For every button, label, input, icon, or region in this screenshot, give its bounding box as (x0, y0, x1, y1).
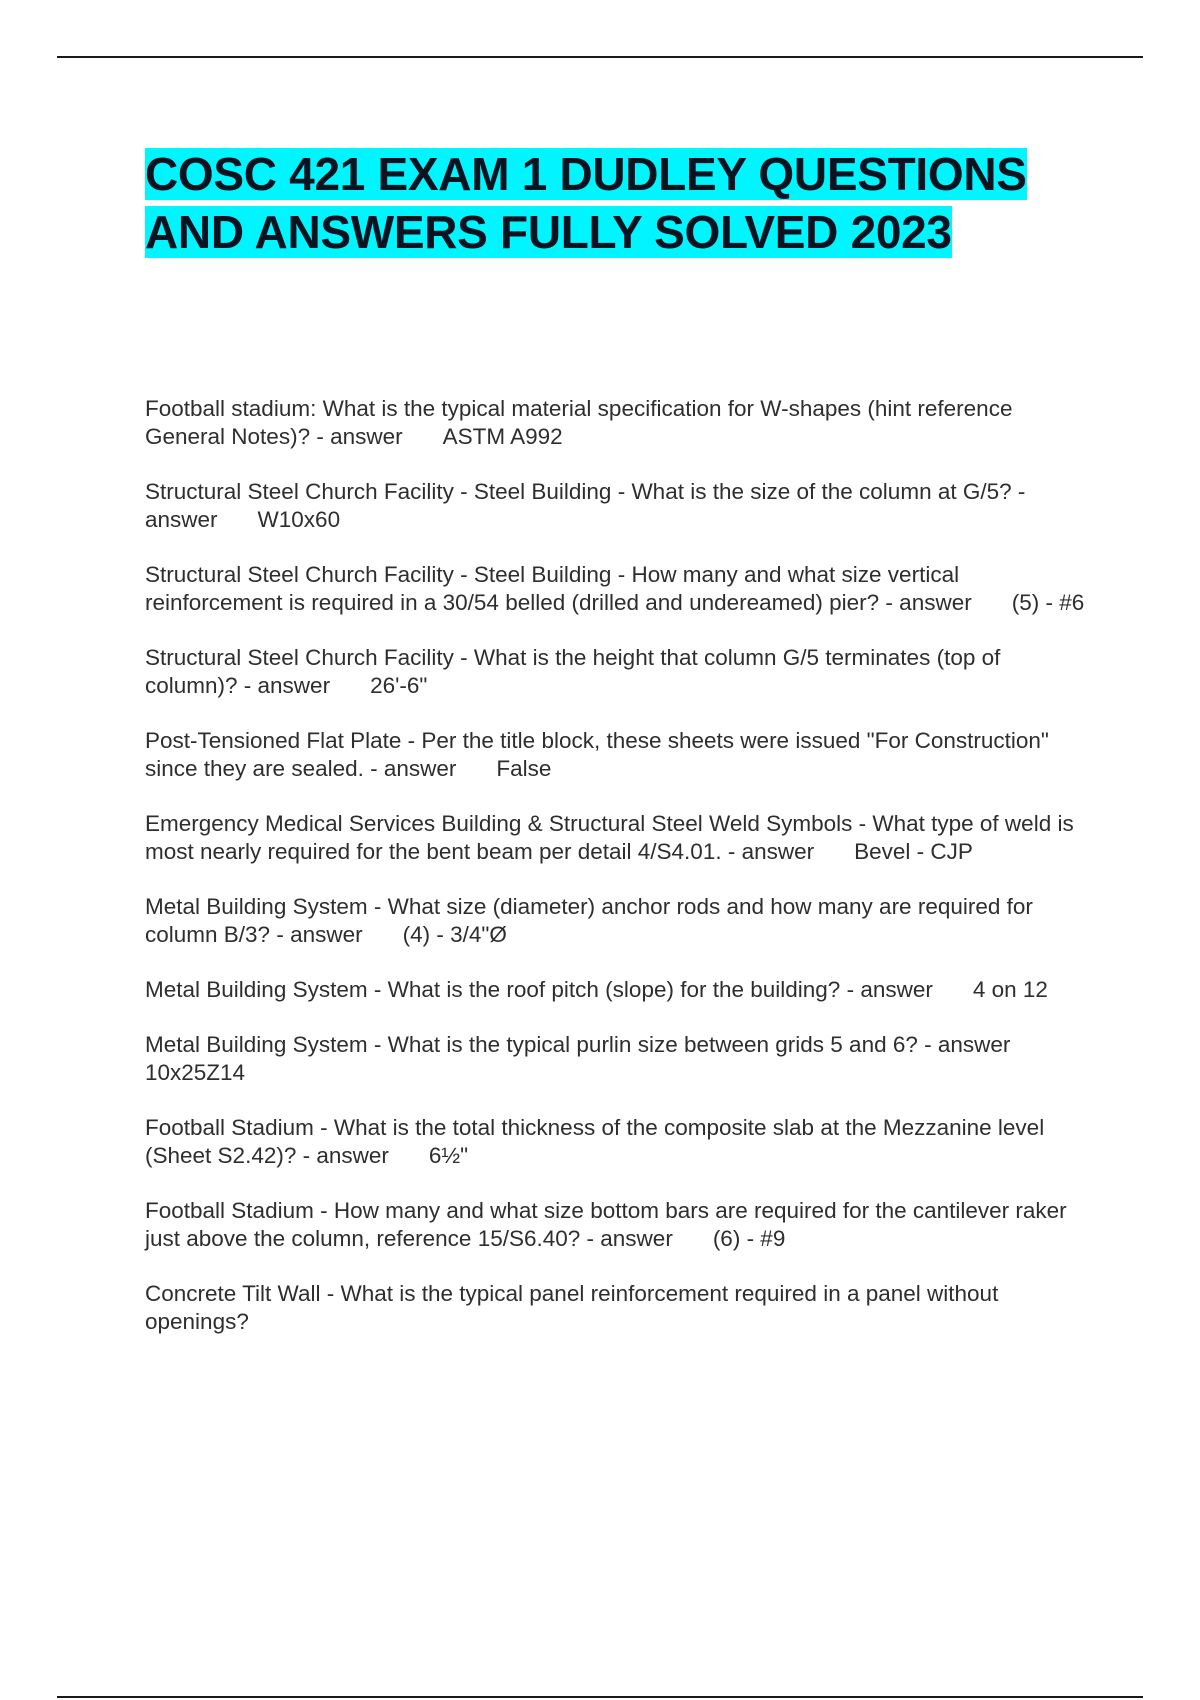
title-text: COSC 421 EXAM 1 DUDLEY QUESTIONS AND ANSWERS FULLY SOLVED 2023 (145, 148, 1027, 258)
qa-item (145, 1031, 1085, 1087)
question-text: Football stadium: What is the typical material specification for W-shapes (hint reference General Notes)? - answer (145, 396, 1019, 449)
question-text: Metal Building System - What size (diameter) anchor rods and how many are required for column B/3? - answer (145, 894, 1040, 947)
qa-item (145, 1114, 1085, 1170)
question-text: Metal Building System - What is the roof pitch (slope) for the building? - answer (145, 977, 933, 1002)
qa-item (145, 561, 1085, 617)
answer-text: (5) - #6 (1011, 590, 1085, 615)
qa-item (145, 1197, 1085, 1253)
document-title (145, 145, 1090, 261)
qa-item (145, 810, 1085, 866)
qa-item (145, 395, 1085, 451)
qa-item (145, 727, 1085, 783)
qa-item (145, 893, 1085, 949)
question-text: Concrete Tilt Wall - What is the typical panel reinforcement required in a panel without openings? (145, 1281, 1005, 1334)
qa-item (145, 976, 1085, 1004)
answer-text: 10x25Z14 (145, 1060, 246, 1085)
qa-list (145, 395, 1085, 1363)
question-text: Structural Steel Church Facility - Steel Building - What is the size of the column at G/5? - answer (145, 479, 1032, 532)
top-rule (57, 56, 1143, 58)
answer-text: Bevel - CJP (854, 839, 973, 864)
qa-item (145, 644, 1085, 700)
answer-text: 4 on 12 (972, 977, 1048, 1002)
question-text: Football Stadium - What is the total thickness of the composite slab at the Mezzanine level (Sheet S2.42)? - answer (145, 1115, 1051, 1168)
answer-text: 26'-6" (370, 673, 428, 698)
answer-text: (6) - #9 (712, 1226, 786, 1251)
answer-text: ASTM A992 (442, 424, 563, 449)
question-text: Structural Steel Church Facility - Steel Building - How many and what size vertical reinforcement is required in a 30/54 belled (drilled and undereamed) pier? - answer (145, 562, 972, 615)
question-text: Structural Steel Church Facility - What is the height that column G/5 terminates (top of column)? - answer (145, 645, 1007, 698)
qa-item (145, 478, 1085, 534)
qa-item (145, 1280, 1085, 1336)
question-text: Post-Tensioned Flat Plate - Per the title block, these sheets were issued "For Construction" since they are sealed. - answer (145, 728, 1056, 781)
answer-text: 6½" (428, 1143, 469, 1168)
question-text: Emergency Medical Services Building & Structural Steel Weld Symbols - What type of weld is most nearly required for the bent beam per detail 4/S4.01. - answer (145, 811, 1080, 864)
question-text: Football Stadium - How many and what size bottom bars are required for the cantilever raker just above the column, reference 15/S6.40? - answer (145, 1198, 1073, 1251)
question-text: Metal Building System - What is the typical purlin size between grids 5 and 6? - answer (145, 1032, 1011, 1057)
answer-text: W10x60 (257, 507, 341, 532)
answer-text: False (496, 756, 552, 781)
answer-text: (4) - 3/4"Ø (402, 922, 507, 947)
bottom-rule (57, 1696, 1143, 1698)
